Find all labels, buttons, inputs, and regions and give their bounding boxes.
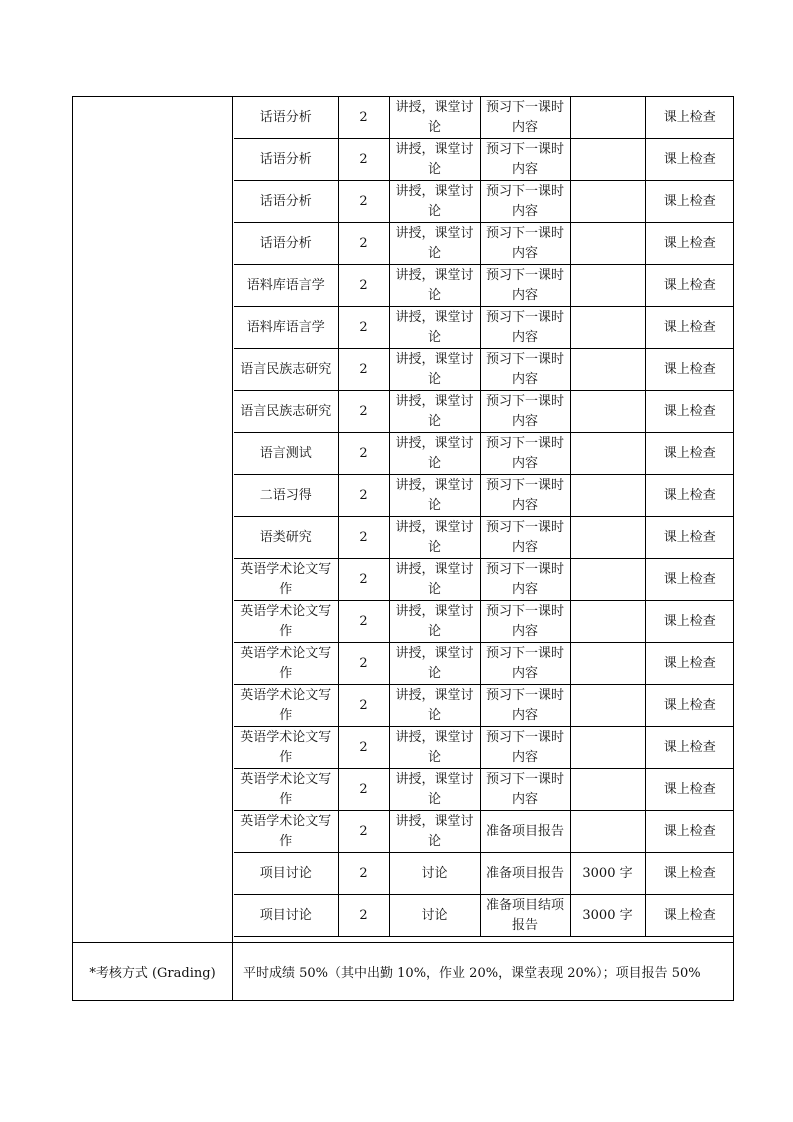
topic-cell: 英语学术论文写作: [234, 601, 338, 643]
hours-cell: 2: [338, 307, 389, 349]
topic-cell: 项目讨论: [234, 895, 338, 937]
homework-cell: 预习下一课时内容: [480, 265, 570, 307]
method-cell: 讲授，课堂讨论: [389, 139, 480, 181]
topic-cell: 英语学术论文写作: [234, 559, 338, 601]
word-count-cell: [570, 643, 645, 685]
table-row: [234, 433, 734, 475]
homework-cell: 预习下一课时内容: [480, 643, 570, 685]
homework-cell: 准备项目报告: [480, 853, 570, 895]
word-count-cell: [570, 769, 645, 811]
table-row: [234, 853, 734, 895]
table-row: [234, 685, 734, 727]
method-cell: 讲授，课堂讨论: [389, 391, 480, 433]
table-row: [234, 643, 734, 685]
homework-cell: 预习下一课时内容: [480, 475, 570, 517]
method-cell: 讲授，课堂讨论: [389, 223, 480, 265]
topic-cell: 话语分析: [234, 139, 338, 181]
topic-cell: 语类研究: [234, 517, 338, 559]
check-cell: 课上检查: [645, 97, 734, 139]
word-count-cell: [570, 181, 645, 223]
topic-cell: 英语学术论文写作: [234, 643, 338, 685]
word-count-cell: [570, 97, 645, 139]
word-count-cell: 3000 字: [570, 853, 645, 895]
method-cell: 讲授，课堂讨论: [389, 181, 480, 223]
homework-cell: 准备项目报告: [480, 811, 570, 853]
method-cell: 讲授，课堂讨论: [389, 517, 480, 559]
method-cell: 讲授，课堂讨论: [389, 769, 480, 811]
table-row: [234, 223, 734, 265]
hours-cell: 2: [338, 853, 389, 895]
hours-cell: 2: [338, 181, 389, 223]
hours-cell: 2: [338, 895, 389, 937]
check-cell: 课上检查: [645, 685, 734, 727]
word-count-cell: [570, 811, 645, 853]
hours-cell: 2: [338, 559, 389, 601]
homework-cell: 准备项目结项报告: [480, 895, 570, 937]
hours-cell: 2: [338, 727, 389, 769]
hours-cell: 2: [338, 433, 389, 475]
word-count-cell: [570, 139, 645, 181]
hours-cell: 2: [338, 517, 389, 559]
hours-cell: 2: [338, 265, 389, 307]
hours-cell: 2: [338, 349, 389, 391]
topic-cell: 二语习得: [234, 475, 338, 517]
word-count-cell: [570, 433, 645, 475]
table-row: [234, 307, 734, 349]
homework-cell: 预习下一课时内容: [480, 601, 570, 643]
homework-cell: 预习下一课时内容: [480, 559, 570, 601]
homework-cell: 预习下一课时内容: [480, 223, 570, 265]
method-cell: 讨论: [389, 895, 480, 937]
table-row: [234, 811, 734, 853]
hours-cell: 2: [338, 97, 389, 139]
check-cell: 课上检查: [645, 391, 734, 433]
topic-cell: 语言民族志研究: [234, 349, 338, 391]
check-cell: 课上检查: [645, 643, 734, 685]
topic-cell: 项目讨论: [234, 853, 338, 895]
table-row: [234, 517, 734, 559]
homework-cell: 预习下一课时内容: [480, 685, 570, 727]
course-table: [72, 96, 734, 1001]
check-cell: 课上检查: [645, 559, 734, 601]
hours-cell: 2: [338, 601, 389, 643]
topic-cell: 英语学术论文写作: [234, 769, 338, 811]
check-cell: 课上检查: [645, 475, 734, 517]
check-cell: 课上检查: [645, 349, 734, 391]
table-row: [234, 97, 734, 139]
method-cell: 讲授，课堂讨论: [389, 433, 480, 475]
topic-cell: 话语分析: [234, 97, 338, 139]
method-cell: 讲授，课堂讨论: [389, 811, 480, 853]
homework-cell: 预习下一课时内容: [480, 517, 570, 559]
table-row: [234, 349, 734, 391]
check-cell: 课上检查: [645, 811, 734, 853]
table-row: [234, 139, 734, 181]
table-row: [234, 895, 734, 937]
table-row: [234, 769, 734, 811]
word-count-cell: [570, 601, 645, 643]
homework-cell: 预习下一课时内容: [480, 769, 570, 811]
topic-cell: 话语分析: [234, 181, 338, 223]
check-cell: 课上检查: [645, 223, 734, 265]
homework-cell: 预习下一课时内容: [480, 139, 570, 181]
homework-cell: 预习下一课时内容: [480, 727, 570, 769]
word-count-cell: [570, 265, 645, 307]
check-cell: 课上检查: [645, 139, 734, 181]
hours-cell: 2: [338, 769, 389, 811]
table-row: [234, 265, 734, 307]
schedule-label-cell: [73, 97, 233, 942]
hours-cell: 2: [338, 475, 389, 517]
table-row: [234, 601, 734, 643]
topic-cell: 语言民族志研究: [234, 391, 338, 433]
table-row: [234, 181, 734, 223]
homework-cell: 预习下一课时内容: [480, 349, 570, 391]
word-count-cell: [570, 307, 645, 349]
table-row: [234, 559, 734, 601]
table-row: [234, 475, 734, 517]
check-cell: 课上检查: [645, 181, 734, 223]
word-count-cell: [570, 685, 645, 727]
hours-cell: 2: [338, 811, 389, 853]
grading-label: *考核方式 (Grading): [73, 943, 233, 1000]
method-cell: 讲授，课堂讨论: [389, 559, 480, 601]
method-cell: 讲授，课堂讨论: [389, 601, 480, 643]
method-cell: 讲授，课堂讨论: [389, 475, 480, 517]
check-cell: 课上检查: [645, 433, 734, 475]
word-count-cell: [570, 559, 645, 601]
topic-cell: 英语学术论文写作: [234, 685, 338, 727]
check-cell: 课上检查: [645, 853, 734, 895]
check-cell: 课上检查: [645, 265, 734, 307]
method-cell: 讲授，课堂讨论: [389, 643, 480, 685]
word-count-cell: 3000 字: [570, 895, 645, 937]
word-count-cell: [570, 391, 645, 433]
word-count-cell: [570, 349, 645, 391]
method-cell: 讲授，课堂讨论: [389, 727, 480, 769]
homework-cell: 预习下一课时内容: [480, 181, 570, 223]
check-cell: 课上检查: [645, 727, 734, 769]
topic-cell: 语言测试: [234, 433, 338, 475]
method-cell: 讲授，课堂讨论: [389, 97, 480, 139]
topic-cell: 语料库语言学: [234, 265, 338, 307]
hours-cell: 2: [338, 223, 389, 265]
method-cell: 讲授，课堂讨论: [389, 685, 480, 727]
homework-cell: 预习下一课时内容: [480, 433, 570, 475]
word-count-cell: [570, 727, 645, 769]
topic-cell: 英语学术论文写作: [234, 727, 338, 769]
homework-cell: 预习下一课时内容: [480, 391, 570, 433]
hours-cell: 2: [338, 139, 389, 181]
homework-cell: 预习下一课时内容: [480, 307, 570, 349]
table-row: [234, 391, 734, 433]
schedule-inner-table: [234, 97, 734, 942]
method-cell: 讲授，课堂讨论: [389, 349, 480, 391]
grading-text: 平时成绩 50%（其中出勤 10%，作业 20%，课堂表现 20%）；项目报告 50%: [243, 966, 701, 981]
word-count-cell: [570, 223, 645, 265]
check-cell: 课上检查: [645, 307, 734, 349]
check-cell: 课上检查: [645, 895, 734, 937]
method-cell: 讨论: [389, 853, 480, 895]
hours-cell: 2: [338, 643, 389, 685]
word-count-cell: [570, 517, 645, 559]
table-row: [234, 727, 734, 769]
homework-cell: 预习下一课时内容: [480, 97, 570, 139]
check-cell: 课上检查: [645, 769, 734, 811]
word-count-cell: [570, 475, 645, 517]
method-cell: 讲授，课堂讨论: [389, 307, 480, 349]
hours-cell: 2: [338, 391, 389, 433]
method-cell: 讲授，课堂讨论: [389, 265, 480, 307]
topic-cell: 英语学术论文写作: [234, 811, 338, 853]
topic-cell: 语料库语言学: [234, 307, 338, 349]
check-cell: 课上检查: [645, 601, 734, 643]
hours-cell: 2: [338, 685, 389, 727]
topic-cell: 话语分析: [234, 223, 338, 265]
check-cell: 课上检查: [645, 517, 734, 559]
